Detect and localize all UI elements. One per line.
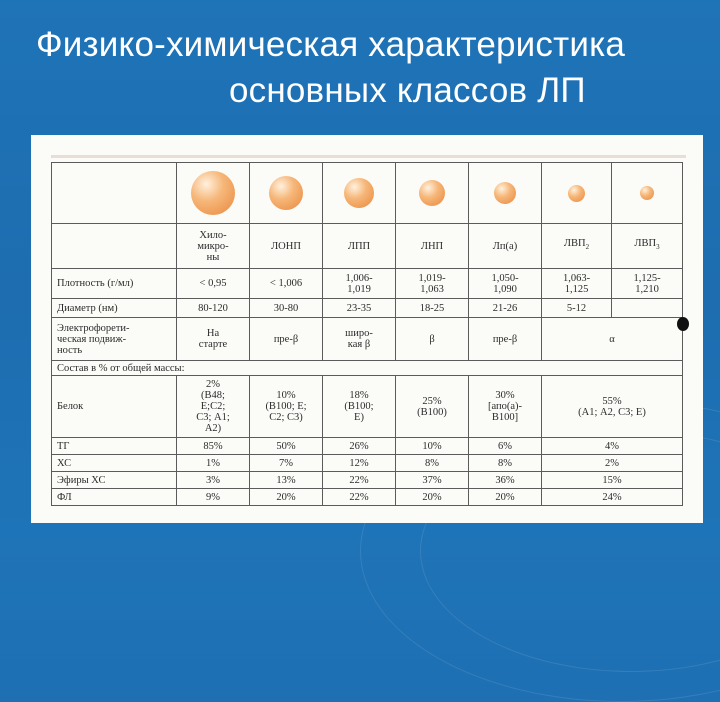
- table-cell: 21-26: [469, 299, 542, 318]
- table-cell: 10%: [396, 438, 469, 455]
- table-cell: 2% (В48; Е;С2; С3; А1; А2): [177, 376, 250, 438]
- table-cell: 18% (В100; Е): [323, 376, 396, 438]
- row-label: ФЛ: [52, 489, 177, 506]
- table-cell: 15%: [542, 472, 683, 489]
- table-cell: 30-80: [250, 299, 323, 318]
- table-cell: 22%: [323, 472, 396, 489]
- table-cell: На старте: [177, 318, 250, 361]
- table-cell: [612, 299, 683, 318]
- column-header: ЛНП: [396, 224, 469, 269]
- slide-title: [0, 22, 720, 114]
- column-header: $ЛВП_3$: [612, 224, 683, 269]
- table-cell: 37%: [396, 472, 469, 489]
- table-cell: 8%: [469, 455, 542, 472]
- table-cell: 7%: [250, 455, 323, 472]
- table-cell: 18-25: [396, 299, 469, 318]
- row-label: Плотность (г/мл): [52, 269, 177, 299]
- table-cell: 25% (В100): [396, 376, 469, 438]
- composition-label: Состав в % от общей массы:: [52, 361, 683, 376]
- lipoprotein-table: [51, 162, 683, 506]
- table-cell: α: [542, 318, 683, 361]
- row-label: ТГ: [52, 438, 177, 455]
- cholesterol-row: [52, 455, 683, 472]
- particle-ball: [419, 180, 445, 206]
- particle-ball: [494, 182, 516, 204]
- column-header: Лп(а): [469, 224, 542, 269]
- composition-header-row: [52, 361, 683, 376]
- row-label: Белок: [52, 376, 177, 438]
- table-cell: 6%: [469, 438, 542, 455]
- table-cell: 50%: [250, 438, 323, 455]
- table-cell: 2%: [542, 455, 683, 472]
- table-cell: 1,006- 1,019: [323, 269, 396, 299]
- column-header: ЛОНП: [250, 224, 323, 269]
- protein-row: [52, 376, 683, 438]
- particle-ball: [191, 171, 235, 215]
- table-cell: 1,125- 1,210: [612, 269, 683, 299]
- table-cell: 1,050- 1,090: [469, 269, 542, 299]
- table-cell: < 0,95: [177, 269, 250, 299]
- particle-size-row: [52, 163, 683, 224]
- scanned-table-image: [31, 135, 703, 523]
- column-header: Хило- микро- ны: [177, 224, 250, 269]
- particle-ball: [568, 185, 585, 202]
- table-cell: 55% (А1; А2, С3; Е): [542, 376, 683, 438]
- diameter-row: [52, 299, 683, 318]
- slide-title-line-1: Физико-химическая характеристика: [36, 25, 626, 64]
- row-label: Электрофорети- ческая подвиж- ность: [52, 318, 177, 361]
- corner-cell: [52, 163, 177, 224]
- table-cell: 36%: [469, 472, 542, 489]
- table-cell: 20%: [250, 489, 323, 506]
- table-cell: 22%: [323, 489, 396, 506]
- column-header: $ЛВП_2$: [542, 224, 612, 269]
- table-cell: широ- кая β: [323, 318, 396, 361]
- table-cell: пре-β: [250, 318, 323, 361]
- row-label: Эфиры ХС: [52, 472, 177, 489]
- table-cell: 26%: [323, 438, 396, 455]
- triglycerides-row: [52, 438, 683, 455]
- table-cell: 23-35: [323, 299, 396, 318]
- table-cell: 1%: [177, 455, 250, 472]
- table-cell: 10% (В100; Е; С2; С3): [250, 376, 323, 438]
- table-cell: 3%: [177, 472, 250, 489]
- class-names-row: [52, 224, 683, 269]
- column-header: ЛПП: [323, 224, 396, 269]
- table-cell: 20%: [396, 489, 469, 506]
- cholesterol-esters-row: [52, 472, 683, 489]
- row-label: Диаметр (нм): [52, 299, 177, 318]
- bullet-dot: [677, 317, 689, 331]
- table-cell: < 1,006: [250, 269, 323, 299]
- table-cell: 20%: [469, 489, 542, 506]
- table-cell: 4%: [542, 438, 683, 455]
- table-cell: 1,063- 1,125: [542, 269, 612, 299]
- table-cell: 85%: [177, 438, 250, 455]
- table-cell: 9%: [177, 489, 250, 506]
- electrophoretic-mobility-row: [52, 318, 683, 361]
- table-cell: 12%: [323, 455, 396, 472]
- table-cell: 1,019- 1,063: [396, 269, 469, 299]
- table-cell: 13%: [250, 472, 323, 489]
- table-cell: 8%: [396, 455, 469, 472]
- particle-ball: [640, 186, 654, 200]
- particle-ball: [344, 178, 374, 208]
- row-label: ХС: [52, 455, 177, 472]
- table-cell: пре-β: [469, 318, 542, 361]
- scan-top-rule: [51, 155, 686, 158]
- phospholipids-row: [52, 489, 683, 506]
- table-cell: 80-120: [177, 299, 250, 318]
- table-cell: 24%: [542, 489, 683, 506]
- table-cell: β: [396, 318, 469, 361]
- table-cell: 5-12: [542, 299, 612, 318]
- density-row: [52, 269, 683, 299]
- particle-ball: [269, 176, 303, 210]
- table-cell: 30% [апо(а)- В100]: [469, 376, 542, 438]
- slide-title-line-2: основных классов ЛП: [229, 71, 586, 110]
